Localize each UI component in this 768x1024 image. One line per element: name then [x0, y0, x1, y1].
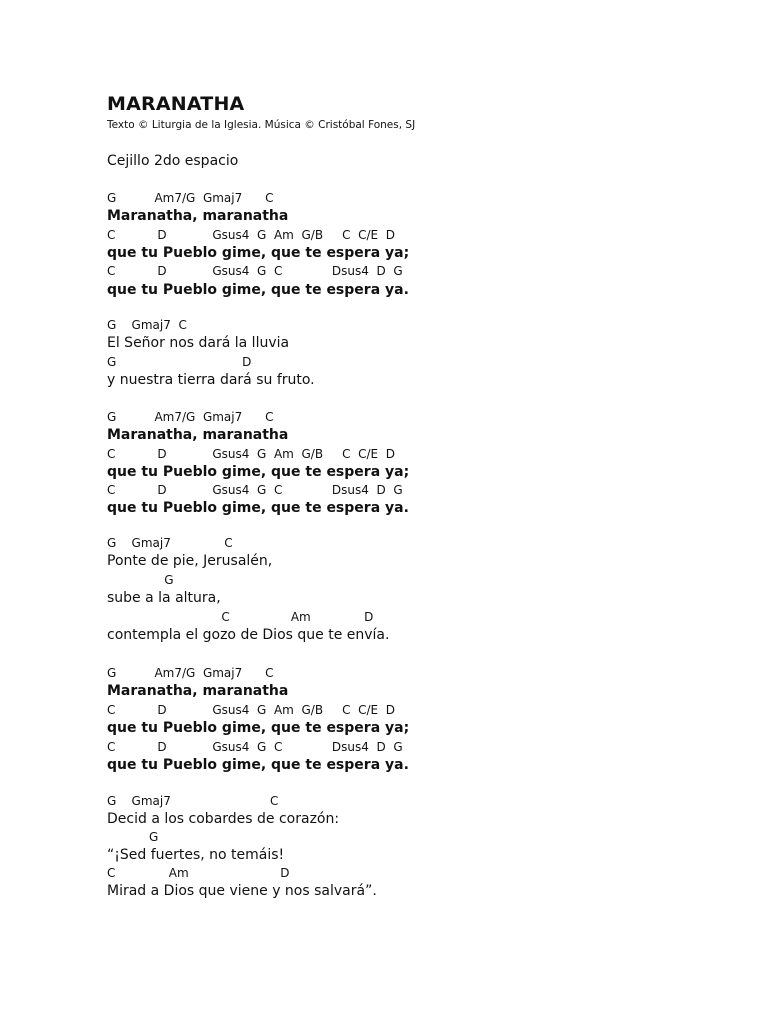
chord-line: C D Gsus4 G Am G/B C C/E D: [107, 228, 396, 242]
lyric-line: que tu Pueblo gime, que te espera ya.: [107, 757, 409, 773]
lyric-line: que tu Pueblo gime, que te espera ya.: [107, 500, 409, 516]
chord-line: C D Gsus4 G Am G/B C C/E D: [107, 447, 396, 461]
lyric-line: contempla el gozo de Dios que te envía.: [107, 627, 390, 643]
chord-line: G Gmaj7 C: [107, 536, 233, 550]
lyric-line: Mirad a Dios que viene y nos salvará”.: [107, 883, 377, 899]
lyric-line: Ponte de pie, Jerusalén,: [107, 553, 273, 569]
lyric-line: Maranatha, maranatha: [107, 683, 289, 699]
lyric-line: y nuestra tierra dará su fruto.: [107, 372, 315, 388]
chord-line: C Am D: [107, 866, 290, 880]
chord-line: C D Gsus4 G Am G/B C C/E D: [107, 703, 396, 717]
chord-line: C D Gsus4 G C Dsus4 D G: [107, 740, 403, 754]
lyric-line: que tu Pueblo gime, que te espera ya;: [107, 245, 410, 261]
chord-line: C D Gsus4 G C Dsus4 D G: [107, 264, 403, 278]
lyric-line: El Señor nos dará la lluvia: [107, 335, 290, 351]
song-title: MARANATHA: [107, 93, 245, 115]
lyric-line: que tu Pueblo gime, que te espera ya;: [107, 720, 410, 736]
chord-line: G Am7/G Gmaj7 C: [107, 410, 274, 424]
lyric-line: que tu Pueblo gime, que te espera ya.: [107, 282, 409, 298]
chord-line: G Gmaj7 C: [107, 318, 187, 332]
lyric-line: Maranatha, maranatha: [107, 427, 289, 443]
chord-line: G: [107, 830, 159, 844]
song-credits: Texto © Liturgia de la Iglesia. Música © Cristóbal Fones, SJ: [107, 119, 416, 131]
chord-line: C Am D: [107, 610, 374, 624]
lyric-line: Decid a los cobardes de corazón:: [107, 811, 340, 827]
chord-line: G Am7/G Gmaj7 C: [107, 666, 274, 680]
chord-line: G: [107, 573, 174, 587]
chord-line: G Gmaj7 C: [107, 794, 279, 808]
lyric-line: Maranatha, maranatha: [107, 208, 289, 224]
chord-line: G D: [107, 355, 252, 369]
chord-line: G Am7/G Gmaj7 C: [107, 191, 274, 205]
chord-line: C D Gsus4 G C Dsus4 D G: [107, 483, 403, 497]
lyric-line: “¡Sed fuertes, no temáis!: [107, 847, 285, 863]
capo-instruction: Cejillo 2do espacio: [107, 153, 239, 169]
lyric-line: sube a la altura,: [107, 590, 221, 606]
lyric-line: que tu Pueblo gime, que te espera ya;: [107, 464, 410, 480]
